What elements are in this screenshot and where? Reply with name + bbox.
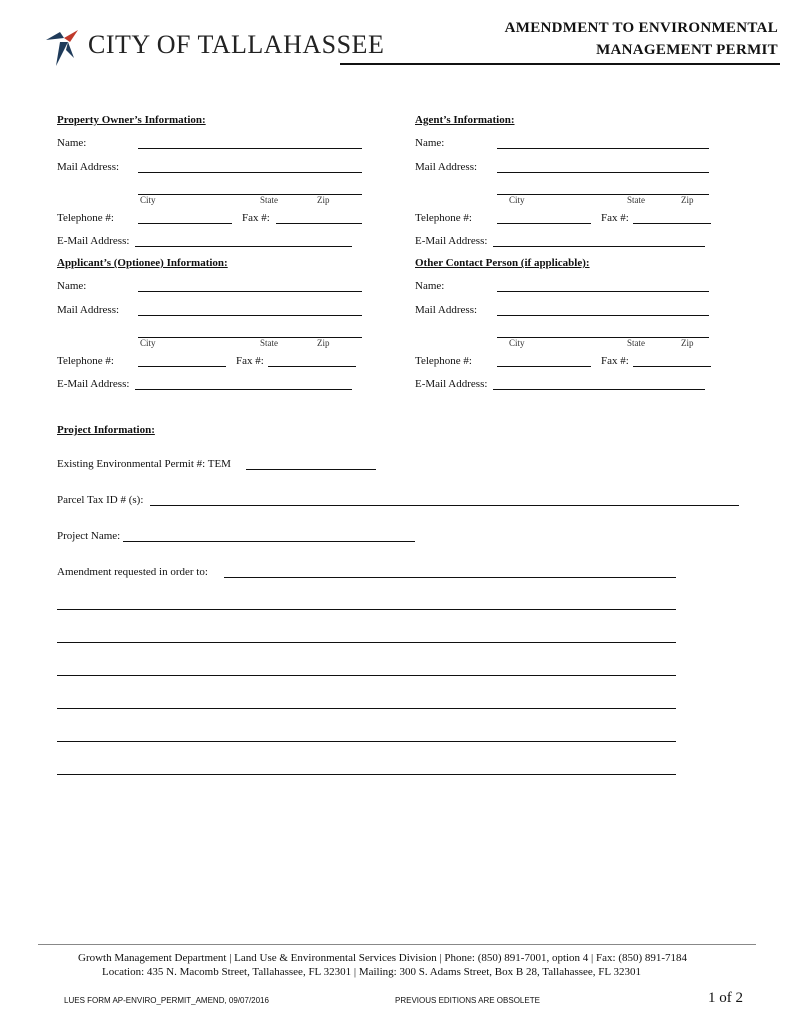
agent-mail-label: Mail Address:	[415, 161, 478, 173]
other-contact-state-label: State	[627, 338, 645, 348]
other-contact-fax-field[interactable]	[633, 366, 711, 367]
amendment-continuation-line[interactable]	[57, 609, 676, 610]
amendment-continuation-line[interactable]	[57, 708, 676, 709]
other-contact-telephone-label: Telephone #:	[415, 355, 472, 367]
agent-zip-label: Zip	[681, 195, 694, 205]
owner-name-field[interactable]	[138, 148, 362, 149]
form-title-line-2: MANAGEMENT PERMIT	[596, 42, 778, 58]
owner-mail-field[interactable]	[138, 172, 362, 173]
other-contact-email-field[interactable]	[493, 389, 705, 390]
owner-fax-field[interactable]	[276, 223, 362, 224]
agent-city-label: City	[509, 195, 525, 205]
permit-number-label: Existing Environmental Permit #: TEM	[57, 458, 231, 470]
footer-contact-line: Growth Management Department | Land Use & Environmental Services Division | Phone: (850) 891-7001, option 4 | Fax: (850) 891-7184	[78, 952, 688, 964]
applicant-telephone-field[interactable]	[138, 366, 226, 367]
owner-name-label: Name:	[57, 137, 87, 149]
form-title-line-1: AMENDMENT TO ENVIRONMENTAL	[504, 20, 778, 36]
star-logo-icon	[42, 28, 86, 68]
applicant-email-field[interactable]	[135, 389, 352, 390]
owner-heading: Property Owner’s Information:	[57, 114, 206, 126]
applicant-email-label: E-Mail Address:	[57, 378, 130, 390]
page-number: 1 of 2	[708, 990, 743, 1006]
applicant-telephone-label: Telephone #:	[57, 355, 114, 367]
agent-mail-field[interactable]	[497, 172, 709, 173]
amendment-continuation-line[interactable]	[57, 741, 676, 742]
applicant-mail-field[interactable]	[138, 315, 362, 316]
city-logo	[42, 28, 385, 68]
agent-name-label: Name:	[415, 137, 445, 149]
other-contact-fax-label: Fax #:	[601, 355, 629, 367]
applicant-fax-label: Fax #:	[236, 355, 264, 367]
amendment-continuation-line[interactable]	[57, 675, 676, 676]
owner-telephone-field[interactable]	[138, 223, 232, 224]
applicant-state-label: State	[260, 338, 278, 348]
applicant-name-label: Name:	[57, 280, 87, 292]
header-rule	[340, 63, 780, 65]
agent-telephone-label: Telephone #:	[415, 212, 472, 224]
project-name-field[interactable]	[123, 541, 415, 542]
amendment-continuation-line[interactable]	[57, 774, 676, 775]
other-contact-heading: Other Contact Person (if applicable):	[415, 257, 590, 269]
parcel-tax-id-label: Parcel Tax ID # (s):	[57, 494, 144, 506]
amendment-label: Amendment requested in order to:	[57, 566, 208, 578]
project-name-label: Project Name:	[57, 530, 121, 542]
other-contact-city-state-zip-field[interactable]	[497, 337, 709, 338]
owner-email-label: E-Mail Address:	[57, 235, 130, 247]
other-contact-name-label: Name:	[415, 280, 445, 292]
owner-state-label: State	[260, 195, 278, 205]
agent-telephone-field[interactable]	[497, 223, 591, 224]
applicant-mail-label: Mail Address:	[57, 304, 120, 316]
amendment-continuation-line[interactable]	[57, 642, 676, 643]
parcel-tax-id-field[interactable]	[150, 505, 739, 506]
amendment-field[interactable]	[224, 577, 676, 578]
applicant-city-label: City	[140, 338, 156, 348]
other-contact-mail-label: Mail Address:	[415, 304, 478, 316]
owner-fax-label: Fax #:	[242, 212, 270, 224]
obsolete-notice: PREVIOUS EDITIONS ARE OBSOLETE	[395, 996, 540, 1005]
agent-city-state-zip-field[interactable]	[497, 194, 709, 195]
footer-rule	[38, 944, 756, 945]
other-contact-name-field[interactable]	[497, 291, 709, 292]
owner-zip-label: Zip	[317, 195, 330, 205]
other-contact-telephone-field[interactable]	[497, 366, 591, 367]
agent-state-label: State	[627, 195, 645, 205]
owner-email-field[interactable]	[135, 246, 352, 247]
owner-telephone-label: Telephone #:	[57, 212, 114, 224]
agent-heading: Agent’s Information:	[415, 114, 515, 126]
agent-fax-field[interactable]	[633, 223, 711, 224]
other-contact-zip-label: Zip	[681, 338, 694, 348]
agent-email-label: E-Mail Address:	[415, 235, 488, 247]
logo-city-text: CITY OF	[88, 30, 191, 59]
form-id: LUES FORM AP-ENVIRO_PERMIT_AMEND, 09/07/2016	[64, 996, 269, 1005]
other-contact-mail-field[interactable]	[497, 315, 709, 316]
logo-name-text: TALLAHASSEE	[197, 30, 385, 59]
other-contact-city-label: City	[509, 338, 525, 348]
other-contact-email-label: E-Mail Address:	[415, 378, 488, 390]
footer-address-line: Location: 435 N. Macomb Street, Tallahassee, FL 32301 | Mailing: 300 S. Adams Street, Box B 28, Tallahassee, FL 32301	[102, 966, 641, 978]
applicant-name-field[interactable]	[138, 291, 362, 292]
agent-name-field[interactable]	[497, 148, 709, 149]
project-heading: Project Information:	[57, 424, 155, 436]
owner-city-label: City	[140, 195, 156, 205]
applicant-heading: Applicant’s (Optionee) Information:	[57, 257, 228, 269]
permit-number-field[interactable]	[246, 469, 376, 470]
agent-email-field[interactable]	[493, 246, 705, 247]
owner-mail-label: Mail Address:	[57, 161, 120, 173]
applicant-fax-field[interactable]	[268, 366, 356, 367]
agent-fax-label: Fax #:	[601, 212, 629, 224]
applicant-zip-label: Zip	[317, 338, 330, 348]
